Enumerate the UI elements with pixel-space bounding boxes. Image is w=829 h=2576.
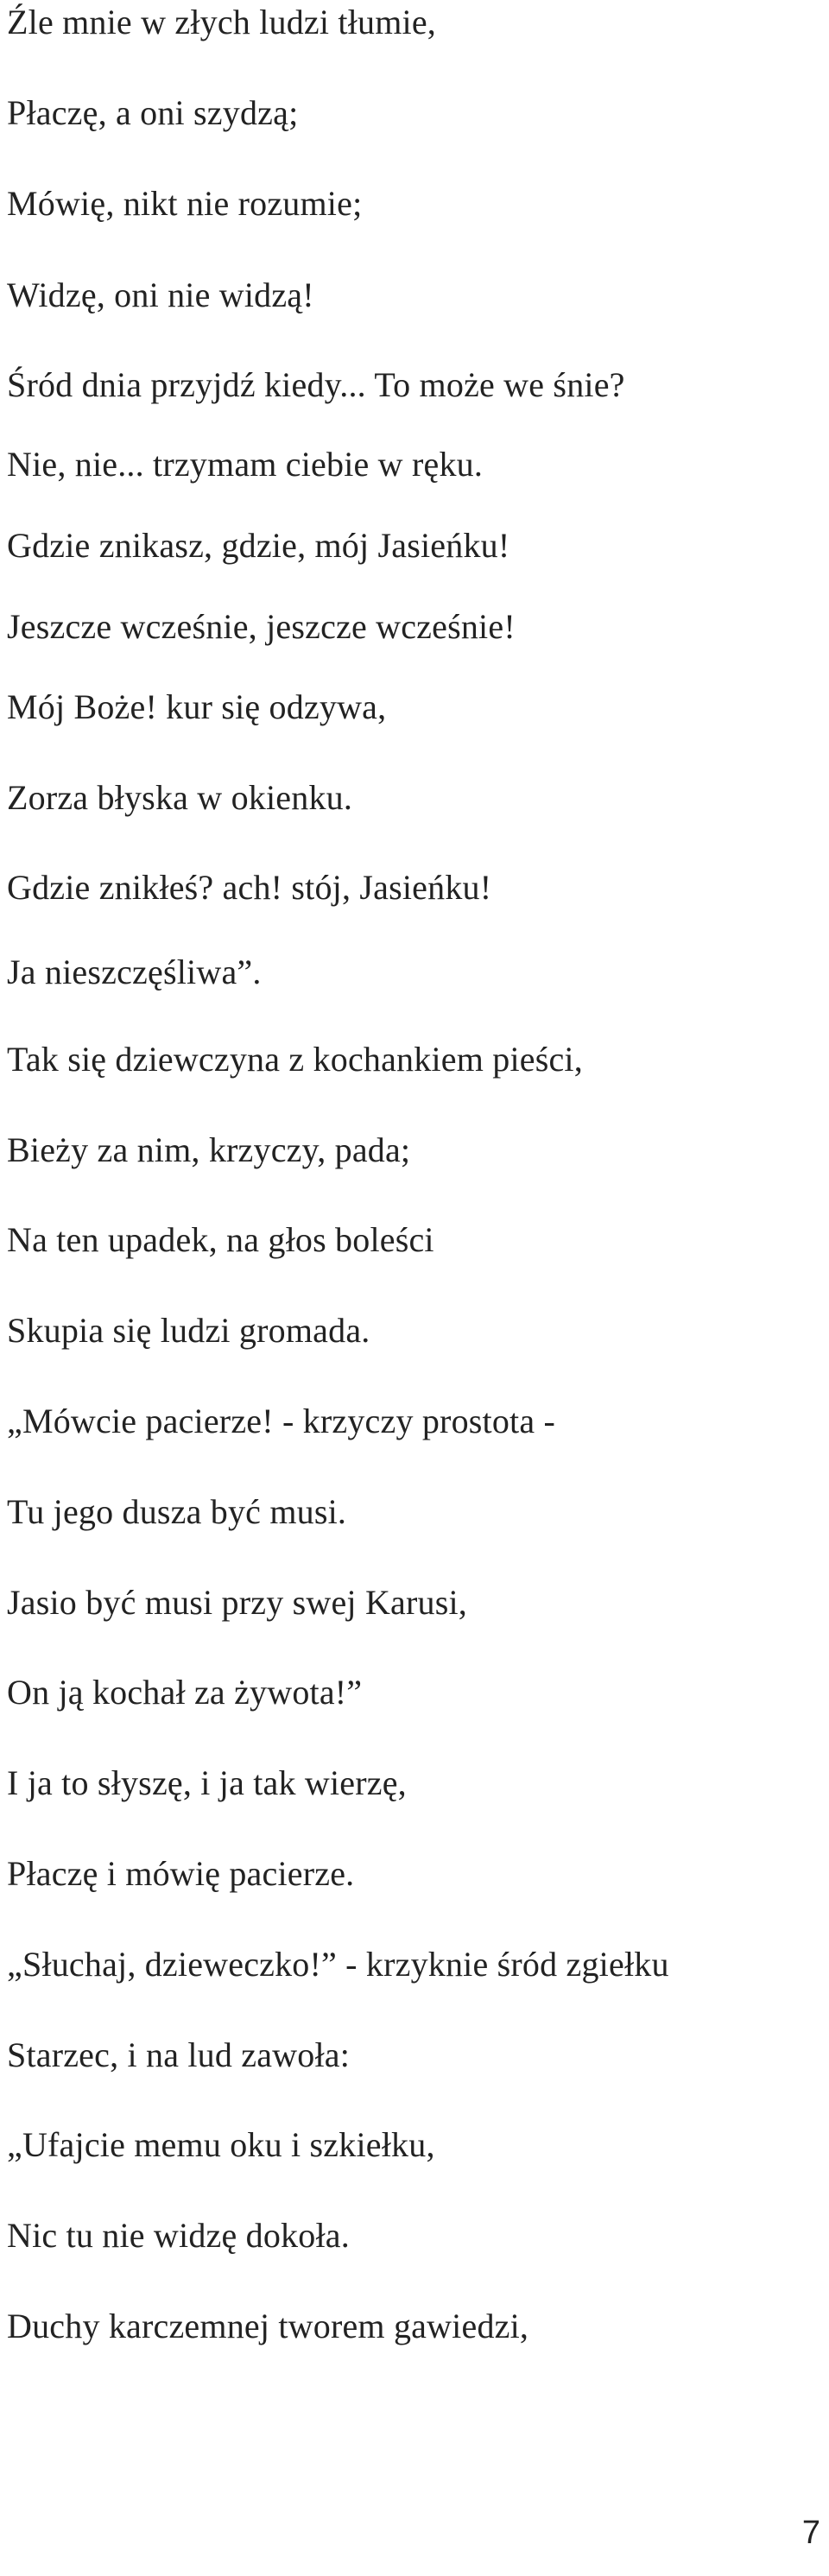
poem-line: „Słuchaj, dzieweczko!” - krzyknie śród zgiełku	[7, 1945, 669, 1984]
poem-line: Nic tu nie widzę dokoła.	[7, 2216, 350, 2255]
poem-line: Tu jego dusza być musi.	[7, 1492, 347, 1531]
poem-line: Skupia się ludzi gromada.	[7, 1311, 370, 1350]
poem-line: Płaczę, a oni szydzą;	[7, 93, 299, 132]
poem-line: Jeszcze wcześnie, jeszcze wcześnie!	[7, 607, 516, 646]
poem-line: Śród dnia przyjdź kiedy... To może we śnie?	[7, 365, 625, 404]
poem-line: Widzę, oni nie widzą!	[7, 275, 314, 314]
poem-line: Mój Boże! kur się odzywa,	[7, 687, 387, 726]
page-number: 7	[801, 2515, 820, 2551]
poem-line: Nie, nie... trzymam ciebie w ręku.	[7, 445, 484, 484]
poem-line: „Mówcie pacierze! - krzyczy prostota -	[7, 1402, 556, 1440]
poem-line: Płaczę i mówię pacierze.	[7, 1854, 355, 1893]
poem-line: Starzec, i na lud zawoła:	[7, 2035, 351, 2074]
poem-line: Jasio być musi przy swej Karusi,	[7, 1583, 467, 1622]
poem-line: Zorza błyska w okienku.	[7, 778, 353, 817]
poem-line: Gdzie znikłeś? ach! stój, Jasieńku!	[7, 868, 492, 907]
poem-line: On ją kochał za żywota!”	[7, 1673, 363, 1712]
poem-line: Źle mnie w złych ludzi tłumie,	[7, 3, 436, 41]
poem-line: Gdzie znikasz, gdzie, mój Jasieńku!	[7, 526, 510, 565]
poem-line: „Ufajcie memu oku i szkiełku,	[7, 2125, 435, 2164]
poem-line: Tak się dziewczyna z kochankiem pieści,	[7, 1040, 583, 1079]
poem-line: Ja nieszczęśliwa”.	[7, 953, 262, 991]
poem-line: I ja to słyszę, i ja tak wierzę,	[7, 1763, 407, 1802]
poem-line: Mówię, nikt nie rozumie;	[7, 184, 363, 223]
poem-line: Na ten upadek, na głos boleści	[7, 1220, 434, 1259]
poem-line: Bieży za nim, krzyczy, pada;	[7, 1130, 411, 1169]
poem-line: Duchy karczemnej tworem gawiedzi,	[7, 2307, 529, 2345]
